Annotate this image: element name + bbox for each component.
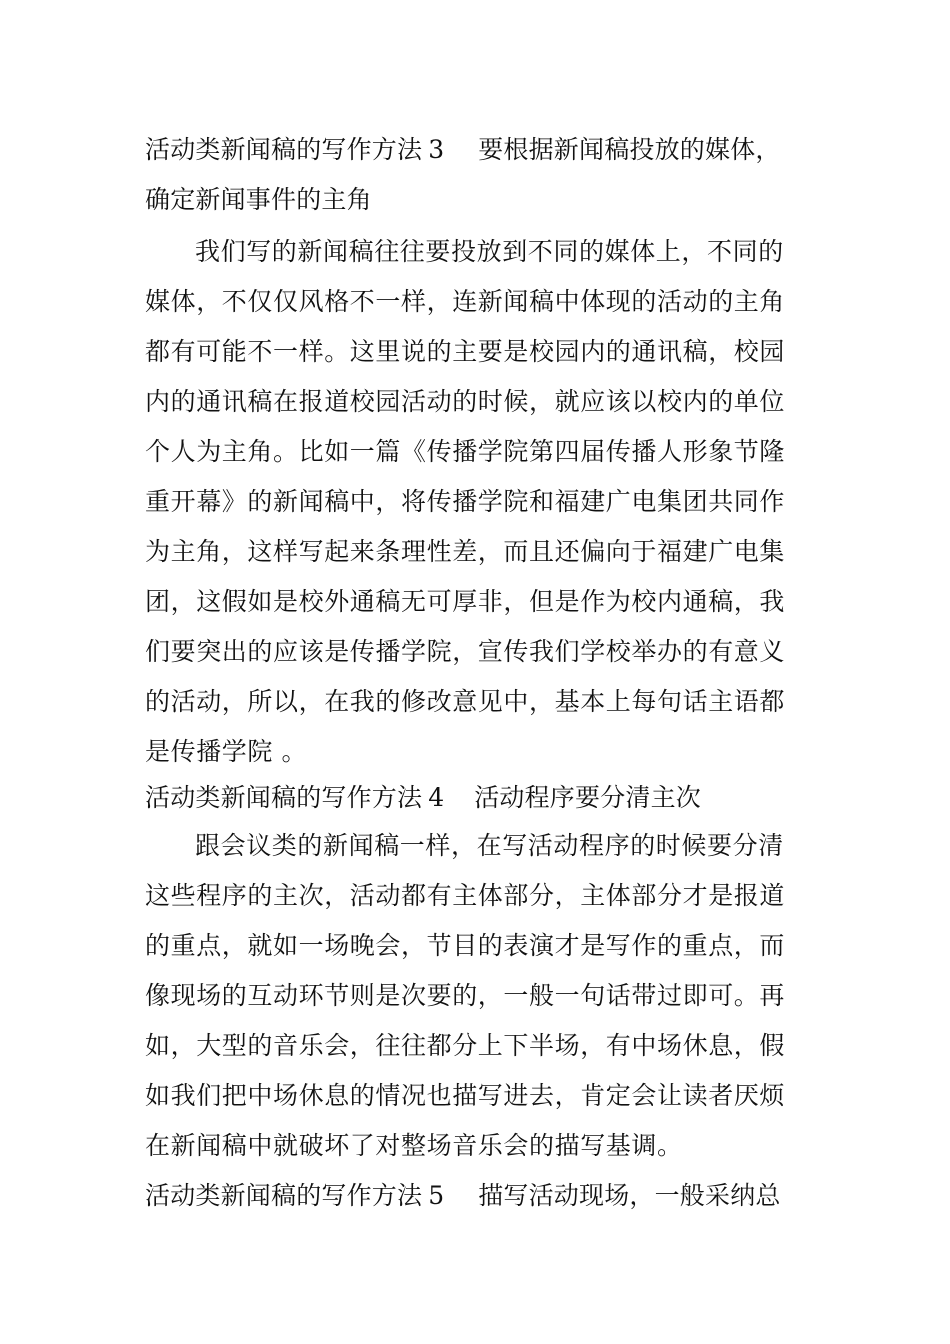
paragraph-line: 像现场的互动环节则是次要的，一般一句话带过即可。再 xyxy=(145,981,786,1010)
heading-text: 活动程序要分清主次 xyxy=(474,783,702,812)
paragraph-line: 们要突出的应该是传播学院，宣传我们学校举办的有意义 xyxy=(145,637,786,666)
heading-prefix: 活动类新闻稿的写作方法 xyxy=(145,783,423,812)
paragraph-line: 媒体，不仅仅风格不一样，连新闻稿中体现的活动的主角 xyxy=(145,287,786,316)
heading-text: 要根据新闻稿投放的媒体， xyxy=(478,135,781,164)
heading-number: 3 xyxy=(428,135,445,164)
paragraph-line: 内的通讯稿在报道校园活动的时候，就应该以校内的单位 xyxy=(145,387,786,416)
paragraph-line: 跟会议类的新闻稿一样，在写活动程序的时候要分清 xyxy=(195,831,784,860)
paragraph-line: 如我们把中场休息的情况也描写进去，肯定会让读者厌烦 xyxy=(145,1081,786,1110)
section-heading-3-continued: 确定新闻事件的主角 xyxy=(145,185,372,214)
paragraph-line: 这些程序的主次，活动都有主体部分，主体部分才是报道 xyxy=(145,881,786,910)
paragraph-line: 在新闻稿中就破坏了对整场音乐会的描写基调。 xyxy=(145,1131,683,1160)
paragraph-line: 都有可能不一样。这里说的主要是校园内的通讯稿，校园 xyxy=(145,337,786,366)
section-heading-3 xyxy=(145,134,805,166)
paragraph-line: 为主角，这样写起来条理性差，而且还偏向于福建广电集 xyxy=(145,537,786,566)
heading-number: 5 xyxy=(428,1181,445,1210)
heading-prefix: 活动类新闻稿的写作方法 xyxy=(145,135,423,164)
heading-text: 描写活动现场，一般采纳总 xyxy=(478,1181,781,1210)
paragraph-line: 是传播学院 。 xyxy=(145,737,308,766)
section-heading-4 xyxy=(145,782,805,814)
paragraph-line: 的活动，所以，在我的修改意见中，基本上每句话主语都 xyxy=(145,687,786,716)
heading-number: 4 xyxy=(428,783,445,812)
paragraph-line: 如，大型的音乐会，往往都分上下半场，有中场休息，假 xyxy=(145,1031,786,1060)
paragraph-line: 团，这假如是校外通稿无可厚非，但是作为校内通稿，我 xyxy=(145,587,786,616)
paragraph-line: 个人为主角。比如一篇《传播学院第四届传播人形象节隆 xyxy=(145,437,786,466)
section-heading-5 xyxy=(145,1180,805,1212)
paragraph-line: 我们写的新闻稿往往要投放到不同的媒体上，不同的 xyxy=(195,237,784,266)
paragraph-line: 的重点，就如一场晚会，节目的表演才是写作的重点，而 xyxy=(145,931,786,960)
heading-prefix: 活动类新闻稿的写作方法 xyxy=(145,1181,423,1210)
paragraph-line: 重开幕》的新闻稿中，将传播学院和福建广电集团共同作 xyxy=(145,487,786,516)
